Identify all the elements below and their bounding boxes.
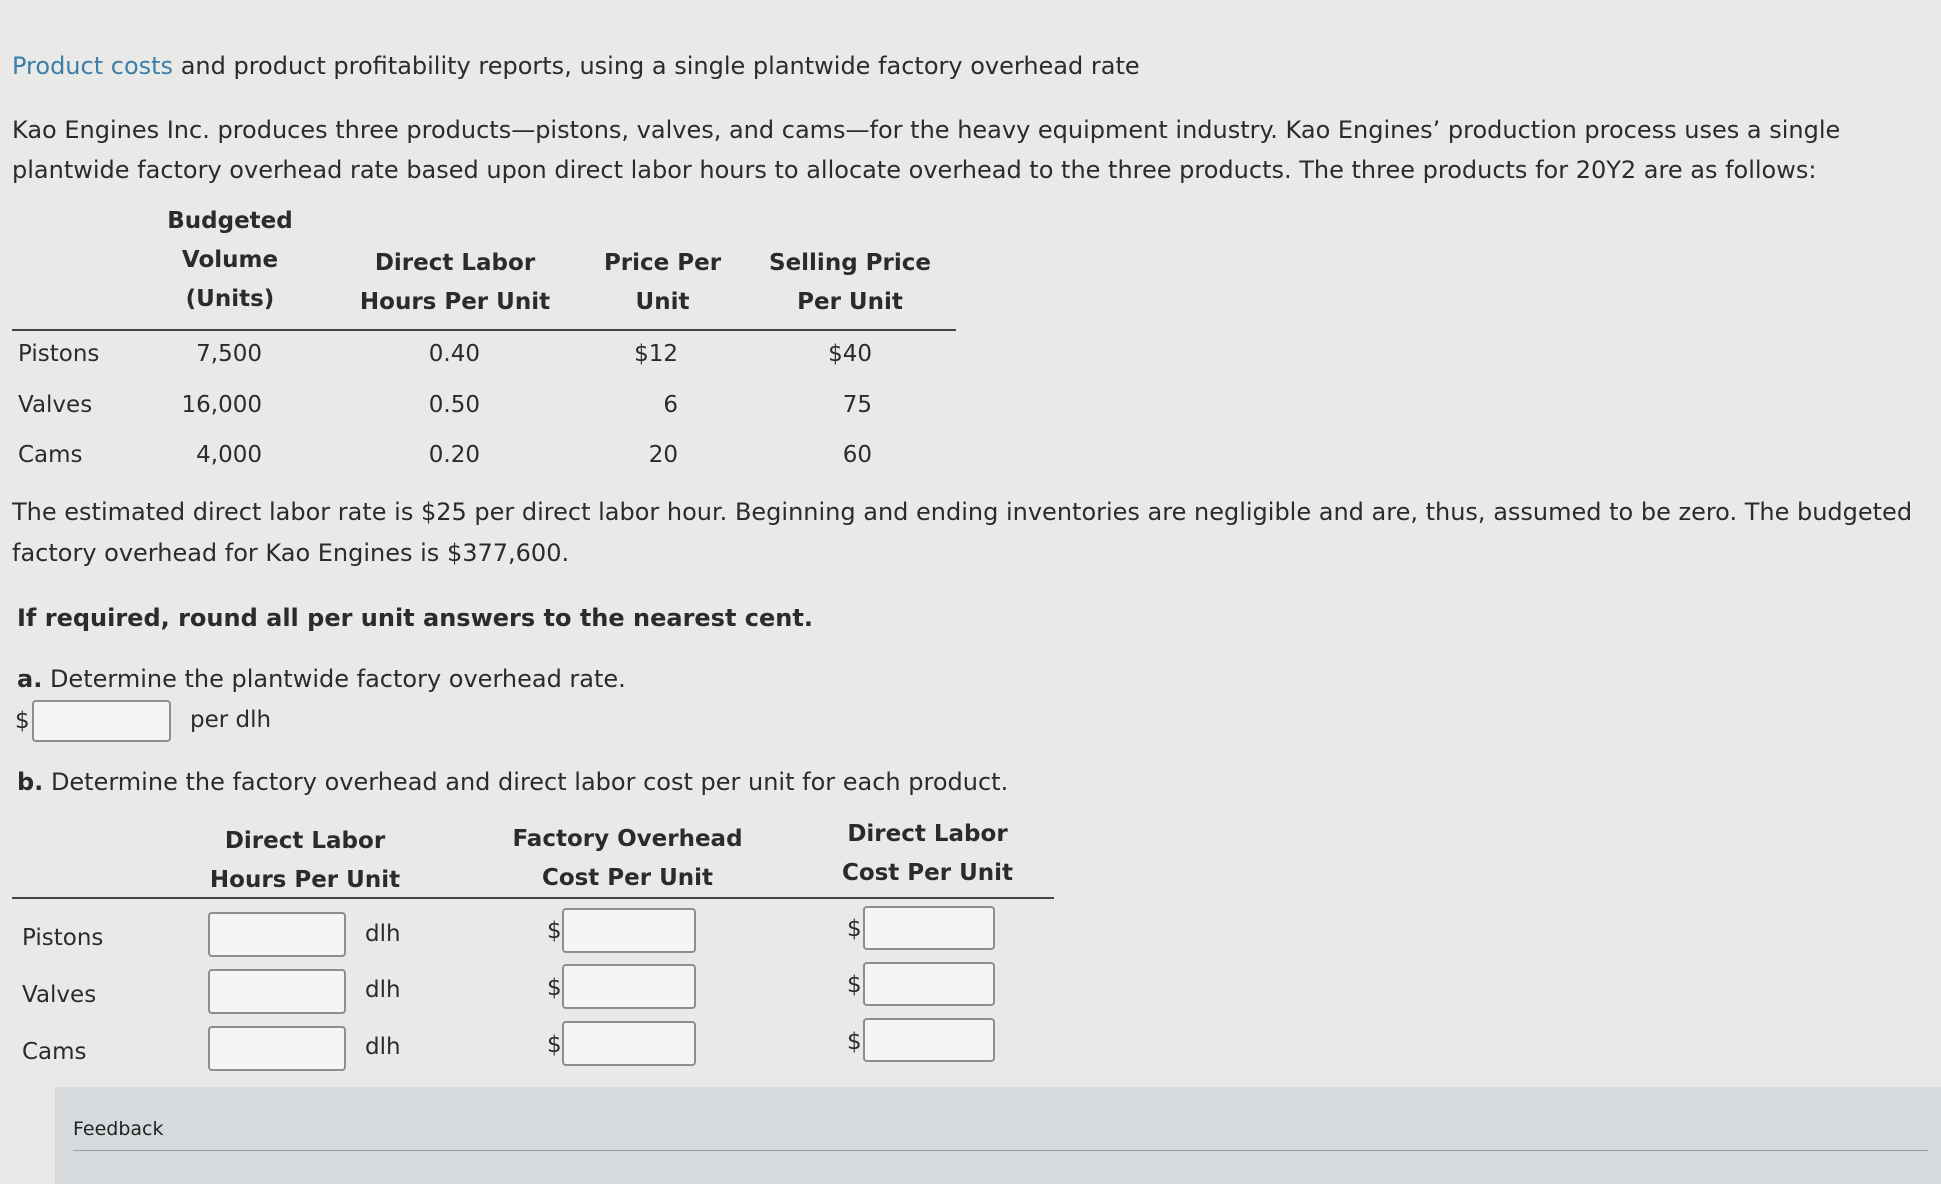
per-dlh-unit: per dlh <box>190 707 272 733</box>
part-a-label: a. <box>17 665 43 693</box>
header-line: Cost Per Unit <box>541 865 714 891</box>
header-line: Per Unit <box>797 289 903 315</box>
header-line: Direct Labor <box>847 821 1008 847</box>
row-cams-dlh: 0.20 <box>428 442 480 468</box>
part-b-label: b. <box>17 768 44 796</box>
row-cams-selling: 60 <box>842 442 872 468</box>
overhead-rate-input[interactable] <box>32 700 171 742</box>
problem-title <box>12 52 1140 80</box>
row-valves-volume: 16,000 <box>181 392 262 418</box>
intro-paragraph: Kao Engines Inc. produces three products—pistons, valves, and cams—for the heavy equipment industry. Kao Engines’ production process uses a single plantwide factory overhead rate based upon direct labor hours to allocate overhead to the three products. The three products for 20Y2 are as follows: <box>12 116 1841 184</box>
part-b-text: Determine the factory overhead and direct labor cost per unit for each product. <box>50 768 1009 796</box>
header-line: Direct Labor <box>224 828 386 854</box>
pistons-foh-dollar-sign: $ <box>547 918 562 944</box>
b-header-direct-labor-cost <box>820 815 1035 893</box>
b-row-pistons-product: Pistons <box>22 925 104 951</box>
header-line: Budgeted <box>167 208 293 234</box>
header-line: Hours Per Unit <box>359 289 551 315</box>
row-pistons-volume: 7,500 <box>196 341 262 367</box>
cams-dl-input[interactable] <box>863 1018 995 1062</box>
header-line: Hours Per Unit <box>209 867 401 893</box>
row-valves-dlh: 0.50 <box>428 392 480 418</box>
valves-dl-input[interactable] <box>863 962 995 1006</box>
feedback-divider <box>73 1150 1928 1151</box>
b-table-header-rule <box>12 897 1054 899</box>
pistons-dlh-unit: dlh <box>365 921 401 947</box>
valves-foh-dollar-sign: $ <box>547 975 562 1001</box>
feedback-panel <box>55 1087 1941 1184</box>
part-a-text: Determine the plantwide factory overhead rate. <box>49 665 626 693</box>
cams-dlh-input[interactable] <box>208 1026 346 1071</box>
valves-foh-input[interactable] <box>562 964 696 1009</box>
row-valves-selling: 75 <box>842 392 872 418</box>
pistons-dlh-input[interactable] <box>208 912 346 957</box>
part-b-question <box>17 768 1008 796</box>
b-row-valves-product: Valves <box>22 982 97 1008</box>
header-price-per-unit <box>590 244 735 322</box>
header-line: Unit <box>635 289 690 315</box>
valves-dlh-unit: dlh <box>365 977 401 1003</box>
header-line: (Units) <box>185 286 275 312</box>
header-direct-labor-hours <box>350 244 560 322</box>
row-valves-product: Valves <box>18 392 93 418</box>
cams-dlh-unit: dlh <box>365 1034 401 1060</box>
header-selling-price <box>760 244 940 322</box>
row-cams-volume: 4,000 <box>196 442 262 468</box>
row-valves-price: 6 <box>663 392 678 418</box>
header-line: Factory Overhead <box>512 826 743 852</box>
product-costs-link[interactable]: Product costs <box>12 52 174 80</box>
header-line: Price Per <box>603 250 722 276</box>
header-line: Selling Price <box>769 250 931 276</box>
b-header-direct-labor-hours <box>190 822 420 900</box>
row-pistons-selling: $40 <box>828 341 872 367</box>
row-cams-product: Cams <box>18 442 83 468</box>
row-cams-price: 20 <box>648 442 678 468</box>
title-rest: and product profitability reports, using a single plantwide factory overhead rate <box>173 52 1140 80</box>
part-a-question <box>17 665 626 693</box>
feedback-label[interactable]: Feedback <box>73 1118 164 1140</box>
row-pistons-product: Pistons <box>18 341 100 367</box>
rounding-instruction: If required, round all per unit answers to the nearest cent. <box>17 604 813 632</box>
valves-dl-dollar-sign: $ <box>847 972 862 998</box>
b-row-cams-product: Cams <box>22 1039 87 1065</box>
cams-foh-dollar-sign: $ <box>547 1032 562 1058</box>
row-pistons-price: $12 <box>634 341 678 367</box>
pistons-foh-input[interactable] <box>562 908 696 953</box>
labor-rate-paragraph: The estimated direct labor rate is $25 per direct labor hour. Beginning and ending inventories are negligible and are, thus, assumed to be zero. The budgeted factory overhead for Kao Engines is $377,600. <box>12 498 1913 567</box>
pistons-dl-dollar-sign: $ <box>847 916 862 942</box>
part-a-dollar-sign: $ <box>15 708 30 734</box>
header-budgeted-volume <box>150 202 310 319</box>
header-line: Direct Labor <box>374 250 536 276</box>
row-pistons-dlh: 0.40 <box>428 341 480 367</box>
header-line: Volume <box>181 247 279 273</box>
cams-dl-dollar-sign: $ <box>847 1029 862 1055</box>
table-header-rule <box>12 329 956 331</box>
pistons-dl-input[interactable] <box>863 906 995 950</box>
valves-dlh-input[interactable] <box>208 969 346 1014</box>
cams-foh-input[interactable] <box>562 1021 696 1066</box>
b-header-factory-overhead <box>500 820 755 898</box>
header-line: Cost Per Unit <box>841 860 1014 886</box>
